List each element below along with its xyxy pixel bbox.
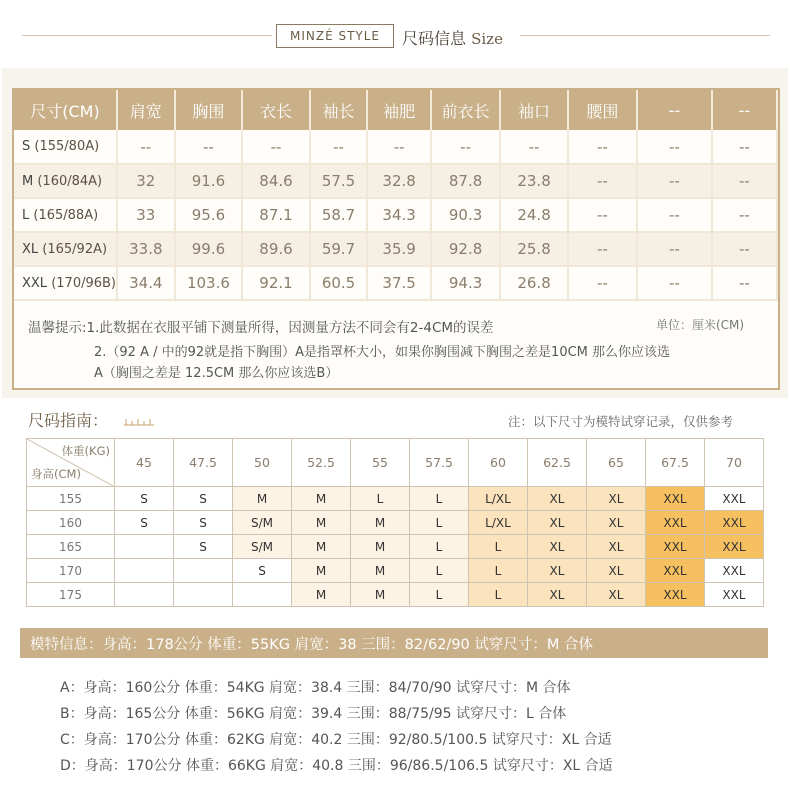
weight-header: 60: [469, 439, 528, 487]
guide-size-cell: XXL: [646, 559, 705, 583]
model-entry: B：身高：165公分 体重：56KG 肩宽：39.4 三围：88/75/95 试穿尺寸：L 合体: [60, 706, 567, 722]
size-cell: --: [242, 130, 309, 164]
guide-size-cell: [115, 559, 174, 583]
size-cell: 33: [117, 198, 175, 232]
size-column-header: 袖口: [500, 90, 567, 130]
guide-size-cell: XL: [587, 511, 646, 535]
size-code: XL: [22, 241, 39, 257]
guide-size-cell: S/M: [233, 511, 292, 535]
size-label: [14, 130, 117, 164]
weight-header: 70: [705, 439, 764, 487]
model-info-bar: 模特信息：身高：178公分 体重：55KG 肩宽：38 三围：82/62/90 试穿尺寸：M 合体: [20, 628, 768, 658]
guide-size-cell: S: [115, 487, 174, 511]
height-header: 165: [27, 535, 115, 559]
size-label: [14, 198, 117, 232]
guide-size-cell: [174, 559, 233, 583]
size-cell: 92.1: [242, 266, 309, 300]
size-code: XXL: [22, 275, 48, 291]
size-cell: --: [568, 266, 637, 300]
guide-size-cell: XL: [528, 511, 587, 535]
note-cup-size: 2.（92 A / 中的92就是指下胸围）A是指罩杯大小，如果你胸围减下胸围之差是10CM 那么你应该选A（胸围之差是 12.5CM 那么你应该选B）: [94, 345, 671, 381]
size-cell: --: [568, 130, 637, 164]
guide-size-cell: S: [174, 535, 233, 559]
size-cell: --: [712, 232, 777, 266]
size-label: [14, 266, 117, 300]
size-row: [14, 164, 777, 198]
guide-size-cell: S: [115, 511, 174, 535]
size-cell: --: [367, 130, 431, 164]
weight-axis-label: 体重(KG): [61, 444, 110, 458]
size-cell: 32.8: [367, 164, 431, 198]
size-table: [14, 90, 778, 301]
size-guide-title: 尺码指南：: [28, 411, 109, 430]
page-title: [402, 26, 503, 49]
guide-size-cell: S: [233, 559, 292, 583]
size-column-header: 胸围: [175, 90, 243, 130]
guide-size-cell: XL: [587, 583, 646, 607]
size-cell: 87.8: [431, 164, 500, 198]
size-cell: 35.9: [367, 232, 431, 266]
size-cell: --: [712, 164, 777, 198]
size-cell: --: [637, 198, 712, 232]
size-cell: 24.8: [500, 198, 567, 232]
size-cell: 32: [117, 164, 175, 198]
guide-size-cell: XXL: [646, 487, 705, 511]
guide-size-cell: L/XL: [469, 487, 528, 511]
size-code: L: [22, 207, 30, 223]
guide-size-cell: XL: [587, 487, 646, 511]
weight-header: 62.5: [528, 439, 587, 487]
size-column-header: 腰围: [568, 90, 637, 130]
size-cell: --: [500, 130, 567, 164]
size-spec: (170/96B): [51, 275, 116, 291]
size-code: M: [22, 173, 34, 189]
size-cell: --: [310, 130, 368, 164]
guide-size-cell: XL: [528, 535, 587, 559]
guide-size-cell: [174, 583, 233, 607]
ruler-icon: [124, 416, 154, 426]
size-chart-section: [2, 68, 788, 398]
size-cell: --: [637, 266, 712, 300]
guide-size-cell: XL: [528, 583, 587, 607]
guide-size-cell: [115, 583, 174, 607]
size-guide-table: [26, 438, 764, 607]
size-cell: --: [637, 130, 712, 164]
size-code: S: [22, 139, 31, 154]
guide-size-cell: XL: [587, 559, 646, 583]
guide-size-cell: XL: [528, 559, 587, 583]
size-guide-note: 注：以下尺寸为模特试穿记录，仅供参考: [508, 414, 734, 429]
size-cell: --: [637, 164, 712, 198]
guide-size-cell: M: [292, 511, 351, 535]
guide-size-cell: [115, 535, 174, 559]
guide-size-cell: L: [469, 583, 528, 607]
size-cell: 37.5: [367, 266, 431, 300]
guide-size-cell: [233, 583, 292, 607]
weight-header: 47.5: [174, 439, 233, 487]
size-notes: [14, 302, 778, 388]
note-measurement: 温馨提示:1.此数据在衣服平铺下测量所得，因测量方法不同会有2-4CM的误差: [28, 320, 494, 336]
title-cn: 尺码信息: [402, 29, 467, 48]
size-spec: (160/84A): [37, 173, 103, 189]
size-row: [14, 198, 777, 232]
size-cell: 95.6: [175, 198, 243, 232]
guide-row: [27, 583, 764, 607]
guide-size-cell: S: [174, 487, 233, 511]
size-cell: 99.6: [175, 232, 243, 266]
size-cell: --: [712, 266, 777, 300]
size-label: [14, 232, 117, 266]
size-spec: (165/88A): [33, 207, 99, 223]
guide-size-cell: L: [410, 487, 469, 511]
model-entry: A：身高：160公分 体重：54KG 肩宽：38.4 三围：84/70/90 试穿尺寸：M 合体: [60, 680, 571, 696]
divider: [520, 35, 770, 36]
size-column-header: 袖肥: [367, 90, 431, 130]
height-header: 160: [27, 511, 115, 535]
size-cell: 94.3: [431, 266, 500, 300]
size-cell: 23.8: [500, 164, 567, 198]
guide-size-cell: L/XL: [469, 511, 528, 535]
weight-header: 67.5: [646, 439, 705, 487]
guide-size-cell: L: [469, 535, 528, 559]
model-list: [60, 677, 613, 781]
size-cell: 89.6: [242, 232, 309, 266]
guide-corner-cell: [27, 439, 115, 487]
size-cell: 84.6: [242, 164, 309, 198]
guide-size-cell: L: [351, 487, 410, 511]
height-axis-label: 身高(CM): [31, 467, 81, 481]
size-row: [14, 232, 777, 266]
size-column-header: 肩宽: [117, 90, 175, 130]
guide-size-cell: XXL: [646, 583, 705, 607]
size-cell: --: [431, 130, 500, 164]
guide-size-cell: L: [410, 583, 469, 607]
height-header: 170: [27, 559, 115, 583]
size-cell: 57.5: [310, 164, 368, 198]
guide-size-cell: XXL: [705, 559, 764, 583]
page-header: [0, 18, 790, 54]
guide-size-cell: M: [292, 583, 351, 607]
size-row: [14, 266, 777, 300]
guide-size-cell: L: [469, 559, 528, 583]
guide-size-cell: M: [292, 487, 351, 511]
size-cell: 91.6: [175, 164, 243, 198]
size-cell: --: [568, 164, 637, 198]
guide-row: [27, 511, 764, 535]
size-cell: --: [712, 198, 777, 232]
size-column-header: 尺寸(CM): [14, 90, 117, 130]
size-label: [14, 164, 117, 198]
size-column-header: 前衣长: [431, 90, 500, 130]
size-column-header: 袖长: [310, 90, 368, 130]
height-header: 175: [27, 583, 115, 607]
guide-size-cell: S/M: [233, 535, 292, 559]
guide-row: [27, 487, 764, 511]
guide-size-cell: XL: [587, 535, 646, 559]
guide-size-cell: XXL: [705, 487, 764, 511]
weight-header: 50: [233, 439, 292, 487]
height-header: 155: [27, 487, 115, 511]
weight-header: 52.5: [292, 439, 351, 487]
guide-size-cell: XXL: [646, 511, 705, 535]
guide-size-cell: M: [233, 487, 292, 511]
size-cell: --: [712, 130, 777, 164]
guide-row: [27, 559, 764, 583]
guide-size-cell: M: [351, 535, 410, 559]
size-column-header: --: [637, 90, 712, 130]
weight-header: 65: [587, 439, 646, 487]
size-cell: 87.1: [242, 198, 309, 232]
size-chart-frame: [12, 88, 780, 390]
size-cell: 58.7: [310, 198, 368, 232]
weight-header: 57.5: [410, 439, 469, 487]
guide-header-row: [27, 439, 764, 487]
guide-size-cell: M: [292, 535, 351, 559]
size-cell: 26.8: [500, 266, 567, 300]
guide-size-cell: XL: [528, 487, 587, 511]
size-cell: --: [637, 232, 712, 266]
guide-size-cell: M: [351, 583, 410, 607]
size-column-header: 衣长: [242, 90, 309, 130]
unit-label: 单位：厘米(CM): [656, 318, 745, 332]
model-entry: C：身高：170公分 体重：62KG 肩宽：40.2 三围：92/80.5/100.5 试穿尺寸：XL 合适: [60, 732, 612, 748]
guide-size-cell: M: [292, 559, 351, 583]
size-column-header: --: [712, 90, 777, 130]
size-cell: 103.6: [175, 266, 243, 300]
title-en: Size: [471, 30, 503, 48]
size-cell: 34.3: [367, 198, 431, 232]
weight-header: 45: [115, 439, 174, 487]
size-spec: (155/80A): [34, 139, 100, 154]
guide-size-cell: L: [410, 511, 469, 535]
size-cell: --: [117, 130, 175, 164]
size-cell: 34.4: [117, 266, 175, 300]
size-row: [14, 130, 777, 164]
size-table-header: [14, 90, 777, 130]
size-cell: 33.8: [117, 232, 175, 266]
guide-size-cell: M: [351, 511, 410, 535]
divider: [22, 35, 272, 36]
guide-size-cell: M: [351, 559, 410, 583]
guide-size-cell: S: [174, 511, 233, 535]
size-cell: 25.8: [500, 232, 567, 266]
model-entry: D：身高：170公分 体重：66KG 肩宽：40.8 三围：96/86.5/106.5 试穿尺寸：XL 合适: [60, 758, 613, 774]
weight-header: 55: [351, 439, 410, 487]
size-cell: 59.7: [310, 232, 368, 266]
guide-size-cell: XXL: [646, 535, 705, 559]
size-spec: (165/92A): [42, 241, 108, 257]
size-cell: --: [568, 198, 637, 232]
size-cell: 92.8: [431, 232, 500, 266]
size-cell: --: [175, 130, 243, 164]
guide-size-cell: L: [410, 559, 469, 583]
size-cell: --: [568, 232, 637, 266]
guide-size-cell: XXL: [705, 511, 764, 535]
guide-size-cell: XXL: [705, 583, 764, 607]
brand-logo: MINZÉ STYLE: [276, 24, 394, 48]
size-cell: 60.5: [310, 266, 368, 300]
guide-size-cell: L: [410, 535, 469, 559]
size-cell: 90.3: [431, 198, 500, 232]
guide-size-cell: XXL: [705, 535, 764, 559]
guide-row: [27, 535, 764, 559]
